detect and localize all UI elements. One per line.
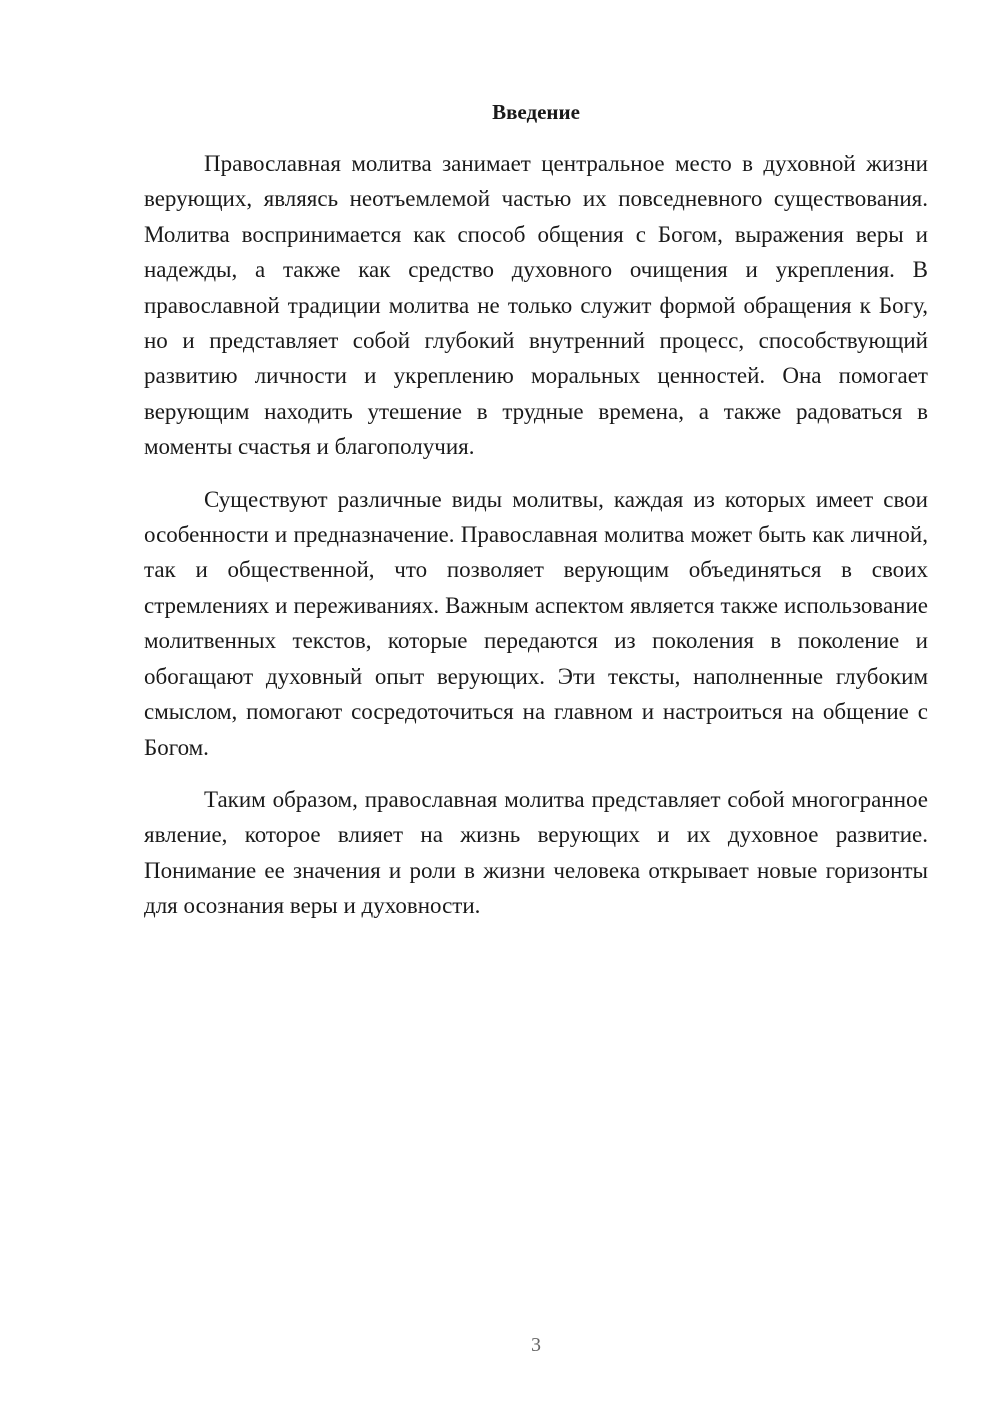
page-number: 3 bbox=[531, 1334, 541, 1356]
section-heading: Введение bbox=[492, 100, 580, 124]
paragraph-1: Православная молитва занимает центральное место в духовной жизни верующих, являясь неотъемлемой частью их повседневного существования. Молитва воспринимается как способ общения с Богом, выражения веры и надежды, а также как средство духовного очищения и укрепления. В православной традиции молитва не только служит формой обращения к Богу, но и представляет собой глубокий внутренний процесс, способствующий развитию личности и укреплению моральных ценностей. Она помогает верующим находить утешение в трудные времена, а также радоваться в моменты счастья и благополучия. bbox=[144, 151, 928, 460]
paragraph-3: Таким образом, православная молитва представляет собой многогранное явление, которое влияет на жизнь верующих и их духовное развитие. Понимание ее значения и роли в жизни человека открывает новые горизонты для осознания веры и духовности. bbox=[144, 786, 928, 919]
page-content bbox=[144, 98, 928, 941]
paragraph-2: Существуют различные виды молитвы, каждая из которых имеет свои особенности и предназначение. Православная молитва может быть как личной, так и общественной, что позволяет верующим объединяться в своих стремлениях и переживаниях. Важным аспектом является также использование молитвенных текстов, которые передаются из поколения в поколение и обогащают духовный опыт верующих. Эти тексты, наполненные глубоким смыслом, помогают сосредоточиться на главном и настроиться на общение с Богом. bbox=[144, 486, 928, 760]
